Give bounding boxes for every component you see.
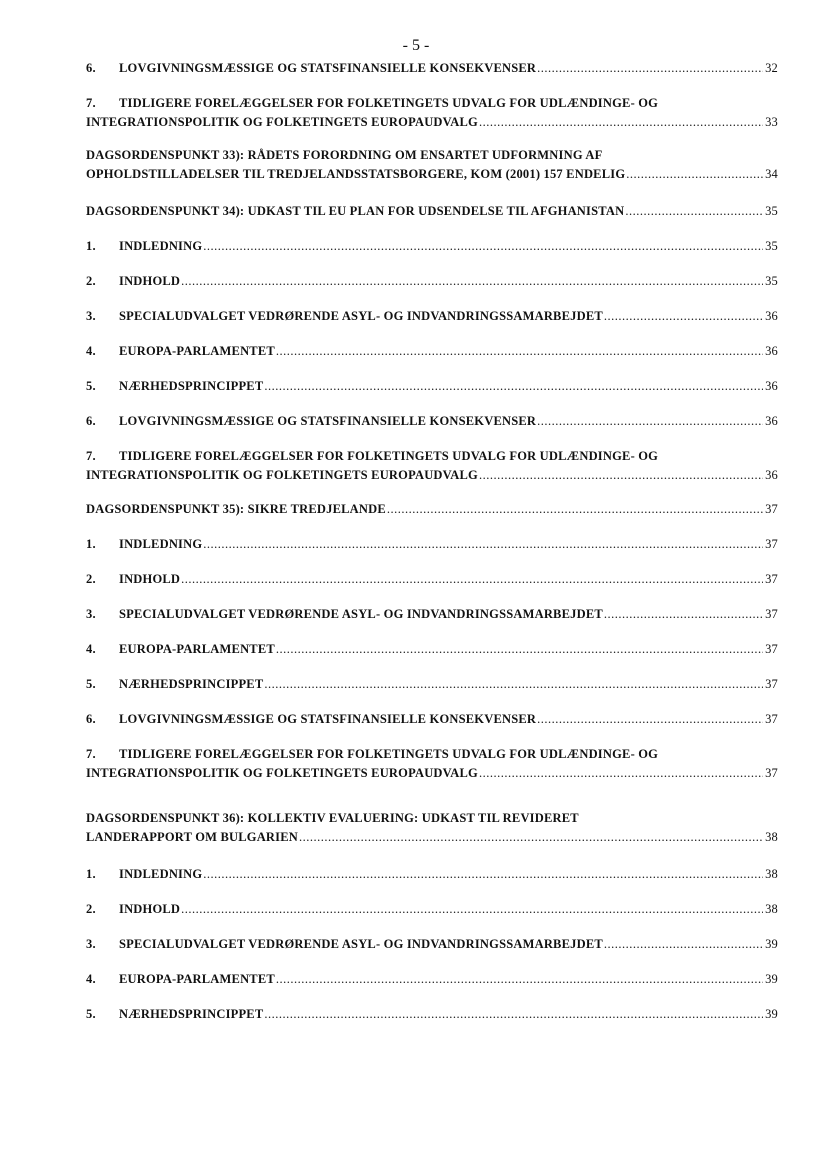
toc-entry-title: INDLEDNING: [119, 239, 203, 253]
toc-entry: [86, 203, 778, 219]
dot-leader: [181, 901, 763, 917]
toc-entry-title: INDLEDNING: [119, 867, 203, 881]
toc-entry-number: 1.: [86, 537, 96, 551]
toc-entry-page: 38: [765, 830, 778, 844]
toc-entry-page: 37: [765, 572, 778, 586]
toc-entry-page: 35: [765, 204, 778, 218]
toc-entry-number: 7.: [86, 449, 96, 463]
dot-leader: [479, 114, 763, 130]
toc-entry-number: 5.: [86, 677, 96, 691]
toc-entry-title: LOVGIVNINGSMÆSSIGE OG STATSFINANSIELLE KONSEKVENSER: [119, 712, 537, 726]
toc-entry-number: 6.: [86, 414, 96, 428]
dot-leader: [203, 866, 763, 882]
toc-entry-page: 37: [765, 766, 778, 780]
toc-entry-title: TIDLIGERE FORELÆGGELSER FOR FOLKETINGETS UDVALG FOR UDLÆNDINGE- OG: [119, 96, 659, 110]
dot-leader: [181, 273, 763, 289]
toc-entry: [86, 308, 778, 324]
toc-entry-title: LOVGIVNINGSMÆSSIGE OG STATSFINANSIELLE KONSEKVENSER: [119, 414, 537, 428]
toc-entry-line: [86, 829, 778, 845]
toc-entry-line: [86, 95, 778, 111]
toc-entry-line: [86, 866, 778, 882]
toc-entry-line: [86, 273, 778, 289]
toc-entry: [86, 501, 778, 517]
toc-entry-page: 36: [765, 344, 778, 358]
dot-leader: [604, 606, 763, 622]
toc-entry-number: 7.: [86, 96, 96, 110]
toc-entry-page: 38: [765, 902, 778, 916]
toc-entry: [86, 95, 778, 130]
toc-entry-title: DAGSORDENSPUNKT 36): KOLLEKTIV EVALUERING: UDKAST TIL REVIDERET: [86, 811, 579, 825]
toc-entry-title: SPECIALUDVALGET VEDRØRENDE ASYL- OG INDVANDRINGSSAMARBEJDET: [119, 607, 603, 621]
toc-entry-page: 36: [765, 468, 778, 482]
dot-leader: [625, 203, 763, 219]
toc-entry: [86, 936, 778, 952]
toc-entry-title: INTEGRATIONSPOLITIK OG FOLKETINGETS EUROPAUDVALG: [86, 766, 478, 780]
toc-entry: [86, 147, 778, 182]
toc-entry: [86, 810, 778, 845]
toc-entry-line: [86, 308, 778, 324]
toc-entry-page: 38: [765, 867, 778, 881]
toc-entry-line: [86, 467, 778, 483]
dot-leader: [203, 238, 763, 254]
dot-leader: [203, 536, 763, 552]
dot-leader: [264, 676, 763, 692]
dot-leader: [537, 413, 763, 429]
toc-entry-title: INTEGRATIONSPOLITIK OG FOLKETINGETS EUROPAUDVALG: [86, 468, 478, 482]
dot-leader: [276, 343, 763, 359]
toc-entry-title: SPECIALUDVALGET VEDRØRENDE ASYL- OG INDVANDRINGSSAMARBEJDET: [119, 309, 603, 323]
toc-entry-page: 35: [765, 274, 778, 288]
toc-entry: [86, 536, 778, 552]
toc-entry-title: INDLEDNING: [119, 537, 203, 551]
dot-leader: [626, 166, 763, 182]
toc-entry-line: [86, 901, 778, 917]
toc-entry-line: [86, 765, 778, 781]
dot-leader: [604, 936, 763, 952]
toc-entry-number: 1.: [86, 239, 96, 253]
toc-entry: [86, 571, 778, 587]
toc-entry: [86, 60, 778, 76]
toc-entry-title: TIDLIGERE FORELÆGGELSER FOR FOLKETINGETS UDVALG FOR UDLÆNDINGE- OG: [119, 449, 659, 463]
toc-entry-line: [86, 711, 778, 727]
toc-entry: [86, 448, 778, 483]
toc-entry: [86, 711, 778, 727]
toc-entry-page: 39: [765, 937, 778, 951]
toc-entry-line: [86, 238, 778, 254]
toc-entry-page: 34: [765, 167, 778, 181]
dot-leader: [479, 467, 763, 483]
toc-entry-title: NÆRHEDSPRINCIPPET: [119, 677, 264, 691]
toc-entry-line: [86, 203, 778, 219]
toc-entry-page: 35: [765, 239, 778, 253]
toc-entry-page: 33: [765, 115, 778, 129]
toc-entry-number: 2.: [86, 274, 96, 288]
toc-entry-number: 5.: [86, 379, 96, 393]
toc-entry-page: 36: [765, 309, 778, 323]
toc-entry-title: TIDLIGERE FORELÆGGELSER FOR FOLKETINGETS UDVALG FOR UDLÆNDINGE- OG: [119, 747, 659, 761]
toc-entry-page: 39: [765, 1007, 778, 1021]
toc-entry-title: NÆRHEDSPRINCIPPET: [119, 379, 264, 393]
toc-entry: [86, 343, 778, 359]
toc-entry-page: 37: [765, 502, 778, 516]
toc-entry: [86, 676, 778, 692]
dot-leader: [299, 829, 763, 845]
toc-entry-page: 39: [765, 972, 778, 986]
toc-entry-line: [86, 606, 778, 622]
dot-leader: [264, 378, 763, 394]
toc-entry-title: LANDERAPPORT OM BULGARIEN: [86, 830, 298, 844]
toc-entry-number: 4.: [86, 972, 96, 986]
toc-entry-page: 37: [765, 677, 778, 691]
dot-leader: [181, 571, 763, 587]
toc-entry-line: [86, 641, 778, 657]
toc-entry-number: 4.: [86, 344, 96, 358]
toc-entry-number: 3.: [86, 607, 96, 621]
toc-entry-title: INDHOLD: [119, 572, 181, 586]
toc-entry: [86, 273, 778, 289]
toc-entry: [86, 746, 778, 781]
toc-entry-title: SPECIALUDVALGET VEDRØRENDE ASYL- OG INDVANDRINGSSAMARBEJDET: [119, 937, 603, 951]
toc-entry-line: [86, 810, 778, 826]
toc-entry-number: 2.: [86, 572, 96, 586]
toc-entry: [86, 606, 778, 622]
toc-entry-page: 37: [765, 537, 778, 551]
toc-entry-title: NÆRHEDSPRINCIPPET: [119, 1007, 264, 1021]
toc-entry-number: 4.: [86, 642, 96, 656]
toc-entry-line: [86, 971, 778, 987]
toc-entry-number: 5.: [86, 1007, 96, 1021]
dot-leader: [387, 501, 763, 517]
toc-entry-number: 7.: [86, 747, 96, 761]
toc-entry-line: [86, 936, 778, 952]
toc-entry-number: 6.: [86, 61, 96, 75]
toc-entry-line: [86, 60, 778, 76]
toc-entry-line: [86, 676, 778, 692]
toc-entry-title: EUROPA-PARLAMENTET: [119, 642, 275, 656]
toc-entry-line: [86, 343, 778, 359]
toc-entry-title: INTEGRATIONSPOLITIK OG FOLKETINGETS EUROPAUDVALG: [86, 115, 478, 129]
dot-leader: [537, 711, 763, 727]
toc-entry-title: INDHOLD: [119, 902, 181, 916]
dot-leader: [276, 971, 763, 987]
toc-entry-number: 1.: [86, 867, 96, 881]
toc-entry-page: 32: [765, 61, 778, 75]
toc-entry-page: 37: [765, 642, 778, 656]
toc-entry-title: DAGSORDENSPUNKT 34): UDKAST TIL EU PLAN FOR UDSENDELSE TIL AFGHANISTAN: [86, 204, 625, 218]
toc-entry-title: OPHOLDSTILLADELSER TIL TREDJELANDSSTATSBORGERE, KOM (2001) 157 ENDELIG: [86, 167, 626, 181]
toc-entry-line: [86, 536, 778, 552]
dot-leader: [276, 641, 763, 657]
toc-entry-line: [86, 746, 778, 762]
toc-entry-title: EUROPA-PARLAMENTET: [119, 972, 275, 986]
toc-entry-number: 2.: [86, 902, 96, 916]
toc-entry-line: [86, 413, 778, 429]
toc-entry-number: 6.: [86, 712, 96, 726]
toc-entry-title: DAGSORDENSPUNKT 33): RÅDETS FORORDNING OM ENSARTET UDFORMNING AF: [86, 148, 603, 162]
toc-entry-title: LOVGIVNINGSMÆSSIGE OG STATSFINANSIELLE KONSEKVENSER: [119, 61, 537, 75]
toc-entry-line: [86, 1006, 778, 1022]
toc-entry-page: 36: [765, 414, 778, 428]
toc-entry-title: EUROPA-PARLAMENTET: [119, 344, 275, 358]
toc-entry-line: [86, 147, 778, 163]
toc-entry: [86, 413, 778, 429]
dot-leader: [537, 60, 763, 76]
toc-entry-line: [86, 448, 778, 464]
toc-entry: [86, 1006, 778, 1022]
toc-entry-line: [86, 501, 778, 517]
toc-entry-page: 37: [765, 607, 778, 621]
dot-leader: [479, 765, 763, 781]
toc-entry-title: DAGSORDENSPUNKT 35): SIKRE TREDJELANDE: [86, 502, 386, 516]
toc-entry-line: [86, 114, 778, 130]
toc-entry: [86, 971, 778, 987]
toc-entry-page: 37: [765, 712, 778, 726]
toc-entry: [86, 641, 778, 657]
toc-entry: [86, 378, 778, 394]
toc-entry-number: 3.: [86, 937, 96, 951]
dot-leader: [264, 1006, 763, 1022]
toc-entry-page: 36: [765, 379, 778, 393]
toc-entry-number: 3.: [86, 309, 96, 323]
dot-leader: [604, 308, 763, 324]
toc-entry-line: [86, 166, 778, 182]
toc-entry: [86, 238, 778, 254]
toc-entry-line: [86, 571, 778, 587]
toc-entry-title: INDHOLD: [119, 274, 181, 288]
toc-entry-line: [86, 378, 778, 394]
toc-entry: [86, 866, 778, 882]
toc-entry: [86, 901, 778, 917]
page-number: - 5 -: [402, 37, 430, 54]
